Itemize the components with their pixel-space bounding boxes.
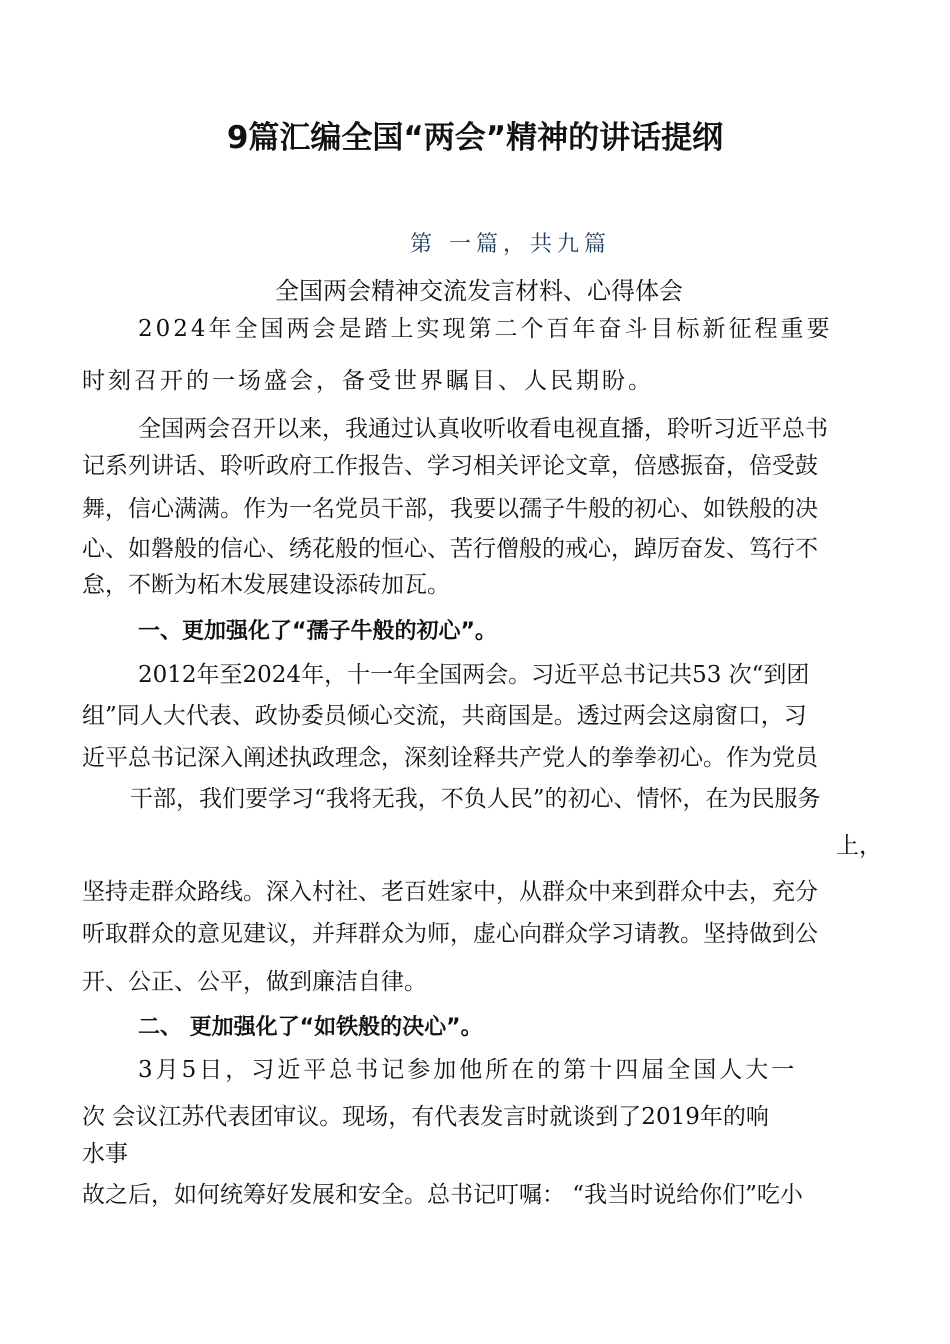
paragraph-line: 舞，信心满满。作为一名党员干部，我要以孺子牛般的初心、如铁般的决 [82, 496, 818, 522]
section-heading-2: 二、 更加强化了“如铁般的决心”。 [138, 1015, 483, 1040]
paragraph-line: 故之后，如何统筹好发展和安全。总书记叮嘱： “我当时说给你们”吃小 [82, 1182, 803, 1208]
paragraph-line: 水事 [82, 1141, 128, 1167]
paragraph-line: 开、公正、公平，做到廉洁自律。 [82, 969, 427, 995]
document-title: 9篇汇编全国“两会”精神的讲话提纲 [226, 120, 724, 156]
paragraph-line: 听取群众的意见建议，并拜群众为师，虚心向群众学习请教。坚持做到公 [82, 921, 818, 947]
paragraph-line: 时刻召开的一场盛会，备受世界瞩目、人民期盼。 [82, 368, 654, 394]
paragraph-line: 近平总书记深入阐述执政理念，深刻诠释共产党人的拳拳初心。作为党员 [82, 745, 818, 771]
paragraph-line: 3月5日，习近平总书记参加他所在的第十四届全国人大一 [138, 1057, 798, 1083]
paragraph-line: 记系列讲话、聆听政府工作报告、学习相关评论文章，倍感振奋，倍受鼓 [82, 453, 818, 479]
paragraph-line: 全国两会召开以来，我通过认真收听收看电视直播，聆听习近平总书 [138, 416, 828, 442]
subtitle: 全国两会精神交流发言材料、心得体会 [275, 277, 683, 305]
paragraph-line: 坚持走群众路线。深入村社、老百姓家中，从群众中来到群众中去，充分 [82, 879, 818, 905]
paragraph-line: 2024年全国两会是踏上实现第二个百年奋斗目标新征程重要 [138, 316, 833, 342]
section-number: 第 一篇，共九篇 [410, 232, 611, 257]
paragraph-line: 次 会议江苏代表团审议。现场，有代表发言时就谈到了2019年的响 [82, 1104, 769, 1130]
paragraph-line: 心、如磐般的信心、绣花般的恒心、苦行僧般的戒心，踔厉奋发、笃行不 [82, 536, 818, 562]
paragraph-line: 2012年至2024年，十一年全国两会。习近平总书记共53 次“到团 [138, 662, 810, 688]
paragraph-line: 怠，不断为柘木发展建设添砖加瓦。 [82, 572, 450, 598]
paragraph-line: 干部，我们要学习“我将无我，不负人民”的初心、情怀，在为民服务 [130, 786, 821, 812]
section-heading-1: 一、更加强化了“孺子牛般的初心”。 [138, 619, 497, 644]
paragraph-line: 上， [836, 833, 882, 859]
paragraph-line: 组”同人大代表、政协委员倾心交流，共商国是。透过两会这扇窗口，习 [82, 703, 807, 729]
